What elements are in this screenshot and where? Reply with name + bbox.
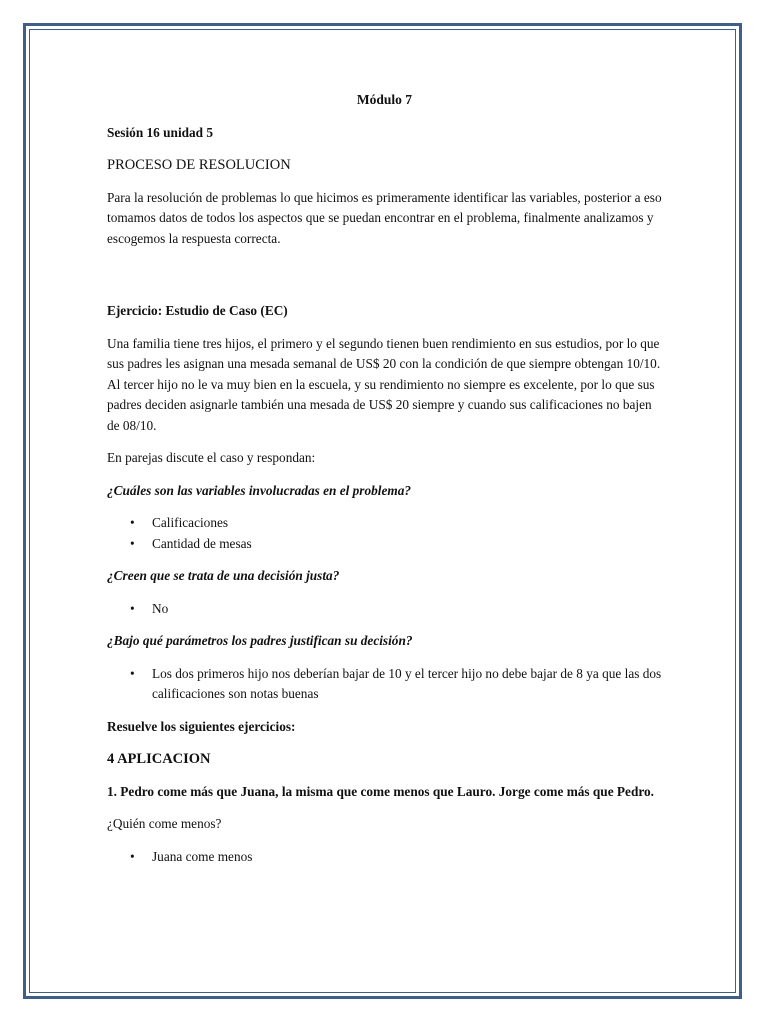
question-2: ¿Creen que se trata de una decisión justa?: [107, 568, 340, 583]
process-paragraph: Para la resolución de problemas lo que hicimos es primeramente identificar las variables, posterior a eso tomamos datos de todos los aspectos que se puedan encontrar en el problema, finalmente analizamos y escogemos la respuesta correcta.: [107, 189, 662, 246]
exercise-heading: Ejercicio: Estudio de Caso (EC): [107, 303, 288, 318]
bullet-icon: •: [130, 515, 135, 530]
list-item: • Juana come menos: [152, 847, 662, 868]
question-1-answers: [107, 513, 662, 554]
list-item: • Cantidad de mesas: [152, 534, 662, 555]
question-3-answers: [107, 664, 662, 705]
problem-1-answers: [107, 847, 662, 868]
list-item: • Calificaciones: [152, 513, 662, 534]
bullet-icon: •: [130, 848, 135, 864]
process-heading: PROCESO DE RESOLUCION: [107, 157, 291, 173]
document-body: [107, 90, 662, 879]
problem-1: 1. Pedro come más que Juana, la misma que come menos que Lauro. Jorge come más que Pedro.: [107, 783, 654, 799]
bullet-icon: •: [130, 535, 135, 551]
question-1: ¿Cuáles son las variables involucradas en el problema?: [107, 482, 411, 498]
module-title: Módulo 7: [356, 92, 413, 107]
list-item: • No: [152, 599, 662, 620]
section-spacer: [107, 261, 662, 301]
list-item: • Los dos primeros hijo nos deberían bajar de 10 y el tercer hijo no debe bajar de 8 ya que las dos calificaciones son notas buenas: [130, 665, 662, 701]
case-paragraph: Una familia tiene tres hijos, el primero y el segundo tienen buen rendimiento en sus estudios, por lo que sus padres les asignan una mesada semanal de US$ 20 con la condición de que siempre obtengan 10/10. Al tercer hijo no le va muy bien en la escuela, y su rendimiento no siempre es excelente, por lo que sus padres deciden asignarle también una mesada de US$ 20 siempre y cuando sus calificaciones no bajen de 08/10.: [107, 335, 661, 433]
question-3: ¿Bajo qué parámetros los padres justifican su decisión?: [107, 633, 413, 648]
problem-1-question: ¿Quién come menos?: [107, 816, 222, 831]
question-2-answers: [107, 599, 662, 620]
pairs-instruction: En parejas discute el caso y respondan:: [107, 450, 316, 465]
solve-heading: Resuelve los siguientes ejercicios:: [107, 718, 296, 734]
application-heading: 4 APLICACION: [107, 751, 211, 767]
bullet-icon: •: [130, 600, 135, 616]
session-label: Sesión 16 unidad 5: [107, 124, 214, 140]
bullet-icon: •: [130, 665, 135, 681]
